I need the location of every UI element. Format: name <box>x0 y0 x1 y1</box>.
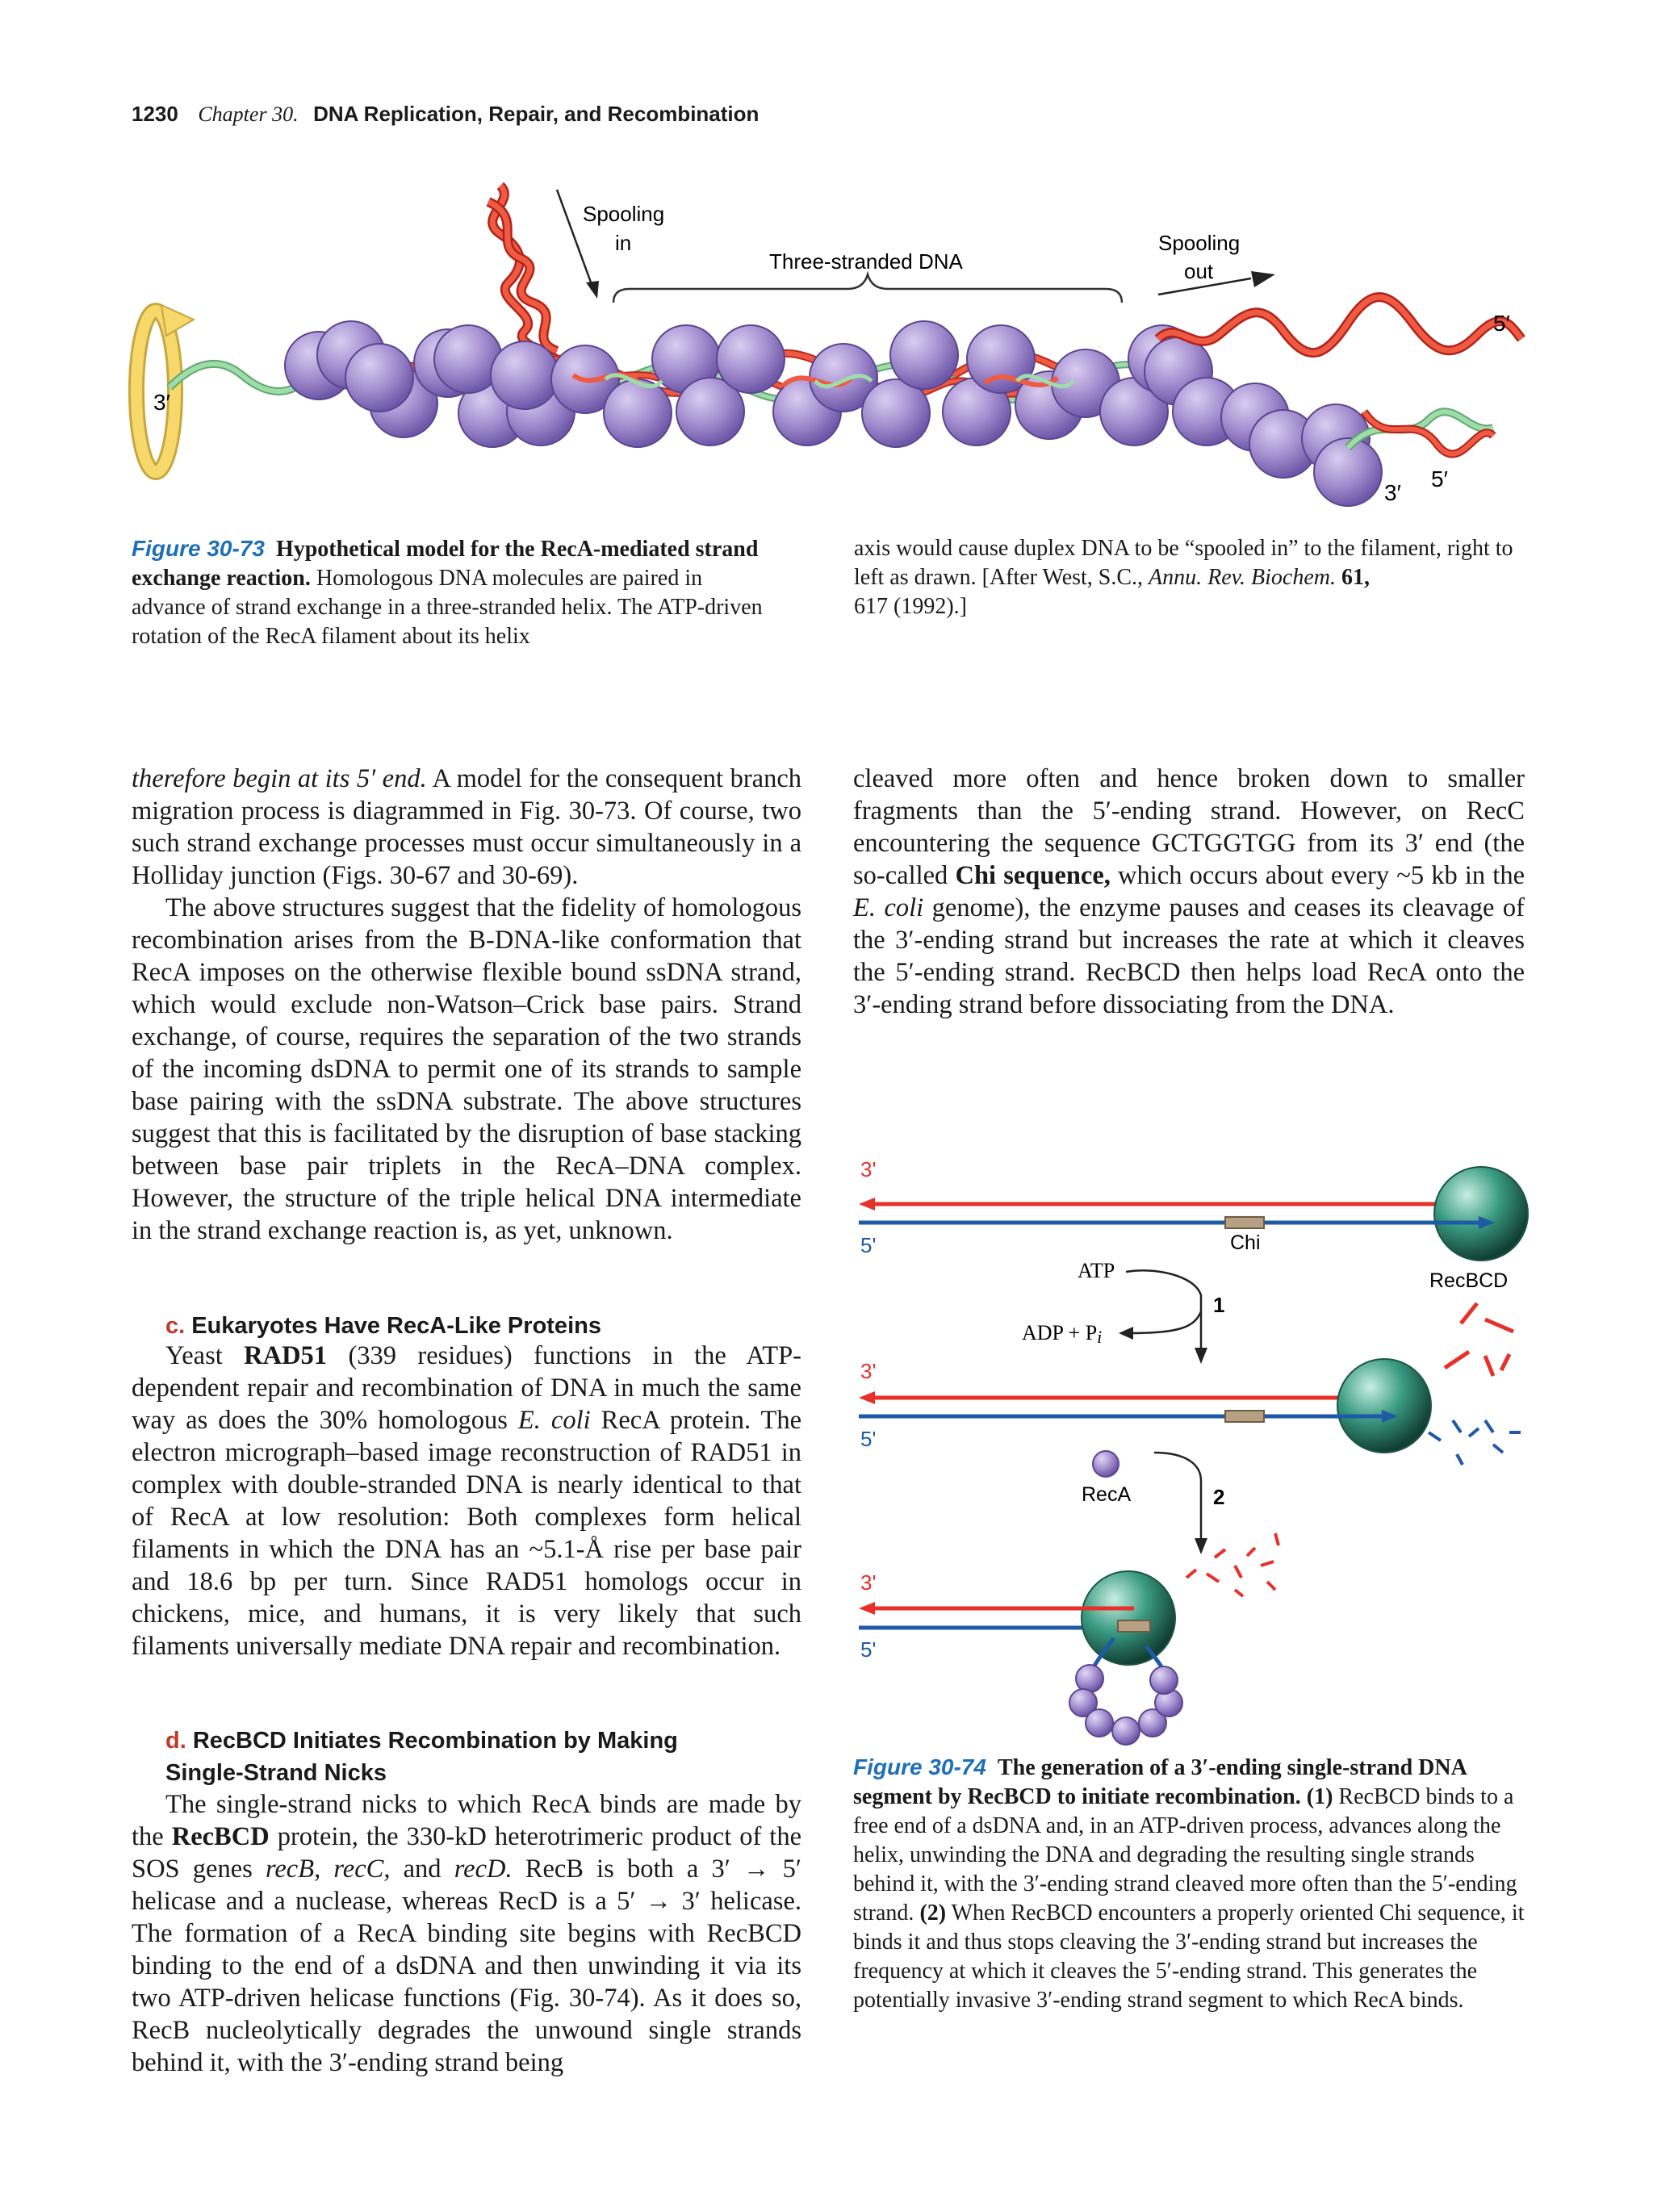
left-column-section-c <box>132 1340 801 1662</box>
caption-volume: 61, <box>1341 565 1370 590</box>
caption-text: Homologous DNA molecules are paired in advance of strand exchange in a three-stranded helix. The ATP-driven rotation of the RecA filament about its helix <box>132 566 763 649</box>
gene3-italic: recD. <box>454 1854 513 1884</box>
figure-30-73-caption-left <box>132 534 777 651</box>
recbcd-enzyme-1 <box>1434 1167 1528 1261</box>
p4-text-a: The single-strand nicks to which RecA binds are made by the <box>132 1790 801 1851</box>
rad51-term: RAD51 <box>244 1341 328 1370</box>
recbcd-label: RecBCD <box>1429 1269 1509 1292</box>
arrowhead-3prime-1 <box>859 1198 875 1211</box>
spooling-out-label-2: out <box>1184 259 1214 283</box>
caption-74-text-1: RecBCD binds to a free end of a dsDNA and, in an ATP-driven process, advances along the helix, unwinding the DNA and degrading the resulting single strands behind it, with the 3′-ending strand cleaved more often than the 5′-ending strand. <box>853 1784 1517 1926</box>
r-p1-text-a: cleaved more often and hence broken down to smaller fragments than the 5′-ending strand. However, on RecC encountering the sequence GCTGGTGG from its 3′ end (the so-called <box>853 764 1525 890</box>
chi-site-1 <box>1225 1217 1264 1228</box>
chi-site-3 <box>1118 1620 1150 1632</box>
section-title-c: Eukaryotes Have RecA-Like Proteins <box>191 1313 601 1339</box>
red-fragments-1 <box>1445 1303 1513 1376</box>
step-2-label: 2 <box>1213 1485 1225 1509</box>
reca-filament <box>285 321 1382 506</box>
chi-label: Chi <box>1230 1231 1261 1254</box>
left-column <box>132 763 801 1247</box>
section-title-d: RecBCD Initiates Recombination by Making <box>192 1728 678 1754</box>
three-stranded-label: Three-stranded DNA <box>769 249 963 274</box>
recbcd-enzyme-3 <box>1082 1571 1175 1665</box>
p3-text-b: (339 residues) functions in the ATP-dependent repair and recombination of DNA in much the same way as does the 30% homologous <box>132 1341 802 1435</box>
three-prime-bottom-label: 3′ <box>1384 480 1401 505</box>
section-letter-d: d. <box>165 1728 186 1754</box>
section-title-d-2: Single-Strand Nicks <box>165 1760 387 1786</box>
paragraph-2: The above structures suggest that the fidelity of homologous recombination arises from the B-DNA-like conformation that RecA imposes on the otherwise flexible bound ssDNA strand, which would exclude non-Watson–Crick base pairs. Strand exchange, of course, requires the separation of the two strands of the incoming dsDNA to permit one of its strands to sample base pairing with the ssDNA substrate. The above structures suggest that this is facilitated by the disruption of base stacking between base pair triplets in the RecA–DNA complex. However, the structure of the triple helical DNA intermediate in the strand exchange reaction is, as yet, unknown. <box>132 893 801 1245</box>
three-prime-label-2: 3' <box>860 1359 877 1383</box>
reca-loaded-loop <box>1069 1665 1182 1745</box>
caption-title: Hypothetical model for the RecA-mediated strand exchange reaction. <box>132 537 759 591</box>
three-prime-label-1: 3' <box>860 1157 877 1181</box>
chi-site-2 <box>1225 1411 1264 1422</box>
chi-term: Chi sequence, <box>955 861 1111 890</box>
caption-journal: Annu. Rev. Biochem. <box>1149 565 1336 590</box>
p4-and: and <box>403 1854 441 1884</box>
recbcd-enzyme-2 <box>1337 1359 1431 1453</box>
spooling-in-label: Spooling <box>583 202 665 226</box>
lead-italic: therefore begin at its 5′ end. <box>132 764 427 793</box>
figure-label-74: Figure 30-74 <box>853 1754 986 1779</box>
figure-30-74-diagram <box>847 1154 1542 1751</box>
blue-fragments-1 <box>1429 1420 1521 1465</box>
figure-30-73-diagram <box>121 169 1542 525</box>
section-heading-d <box>165 1725 811 1789</box>
five-prime-bottom-label: 5′ <box>1431 466 1448 491</box>
five-prime-label-1: 5' <box>860 1233 877 1257</box>
rotation-arrow-icon <box>136 305 194 472</box>
page-number: 1230 <box>132 102 178 126</box>
reca-label: RecA <box>1082 1483 1132 1506</box>
chapter-title: DNA Replication, Repair, and Recombination <box>313 102 760 126</box>
genes-italic: recB, recC, <box>265 1854 391 1884</box>
atp-label: ATP <box>1078 1259 1115 1282</box>
caption-74-step2: (2) <box>919 1900 947 1926</box>
paragraph-1: A model for the consequent branch migration process is diagrammed in Fig. 30-73. Of course, two such strand exchange processes must occur simultaneously in a Holliday junction (Figs. 30-67 and 30-69). <box>132 764 801 890</box>
p3-text-a: Yeast <box>165 1341 223 1370</box>
right-column <box>853 763 1525 1021</box>
caption-74-text-2: When RecBCD encounters a properly oriented Chi sequence, it binds it and thus stops cleaving the 3′-ending strand but increases the frequency at which it cleaves the 5′-ending strand. This generates the potentially invasive 3′-ending strand segment to which RecA binds. <box>853 1900 1525 2013</box>
reca-monomer <box>1093 1451 1119 1477</box>
caption-74-title: The generation of a 3′-ending single-strand DNA segment by RecBCD to initiate recombination. (1) <box>853 1755 1467 1809</box>
five-prime-label-3: 5' <box>860 1637 877 1662</box>
r-ecoli-italic: E. coli <box>853 893 924 922</box>
five-prime-label-2: 5' <box>860 1427 877 1451</box>
section-heading-c <box>165 1310 811 1342</box>
caption-pages: 617 (1992).] <box>854 594 967 619</box>
adp-label: ADP + Pi <box>1022 1321 1103 1347</box>
p3-text-c: RecA protein. The electron micrograph–based image reconstruction of RAD51 in complex with double-stranded DNA is nearly identical to that of RecA at low resolution: Both complexes form helical filaments in which the DNA has an ~5.1-Å rise per base pair and 18.6 bp per turn. Since RAD51 homologs occur in chickens, mice, and humans, it is very likely that such filaments universally mediate DNA repair and recombination. <box>132 1406 802 1661</box>
ecoli-italic: E. coli <box>517 1406 591 1435</box>
five-prime-top-label: 5′ <box>1493 311 1510 336</box>
section-letter-c: c. <box>165 1313 186 1339</box>
chapter-label: Chapter 30. <box>198 102 299 126</box>
figure-30-73-caption-right <box>854 534 1524 621</box>
r-p1-text-b: which occurs about every ~5 kb in the <box>1118 861 1525 890</box>
spooling-in-label-2: in <box>615 231 632 255</box>
r-p1-text-c: genome), the enzyme pauses and ceases its cleavage of the 3′-ending strand but increases the rate at which it cleaves the 5′-ending strand. RecBCD then helps load RecA onto the 3′-ending strand before dissociating from the DNA. <box>853 893 1525 1019</box>
left-column-section-d <box>132 1788 801 2079</box>
three-prime-label-3: 3' <box>860 1570 877 1595</box>
figure-30-74-caption <box>853 1753 1527 2015</box>
running-header <box>132 102 759 127</box>
recbcd-term: RecBCD <box>171 1822 270 1851</box>
caption-text-right: axis would cause duplex DNA to be “spooled in” to the filament, right to left as drawn. [After West, S.C., <box>854 536 1513 590</box>
spooling-out-label: Spooling <box>1158 231 1241 255</box>
three-prime-left-label: 3′ <box>153 390 170 415</box>
step-1-label: 1 <box>1213 1293 1225 1317</box>
p4-text-b: protein, the 330-kD heterotrimeric product of the SOS genes <box>132 1822 802 1884</box>
figure-label: Figure 30-73 <box>132 536 265 561</box>
p4-text-c: RecB is both a 3′ → 5′ helicase and a nuclease, whereas RecD is a 5′ → 3′ helicase. The formation of a RecA binding site begins with RecBCD binding to the end of a dsDNA and then unwinding it via its two ATP-driven helicase functions (Fig. 30-74). As it does so, RecB nucleolytically degrades the unwound single strands behind it, with the 3′-ending strand being <box>132 1854 802 2077</box>
